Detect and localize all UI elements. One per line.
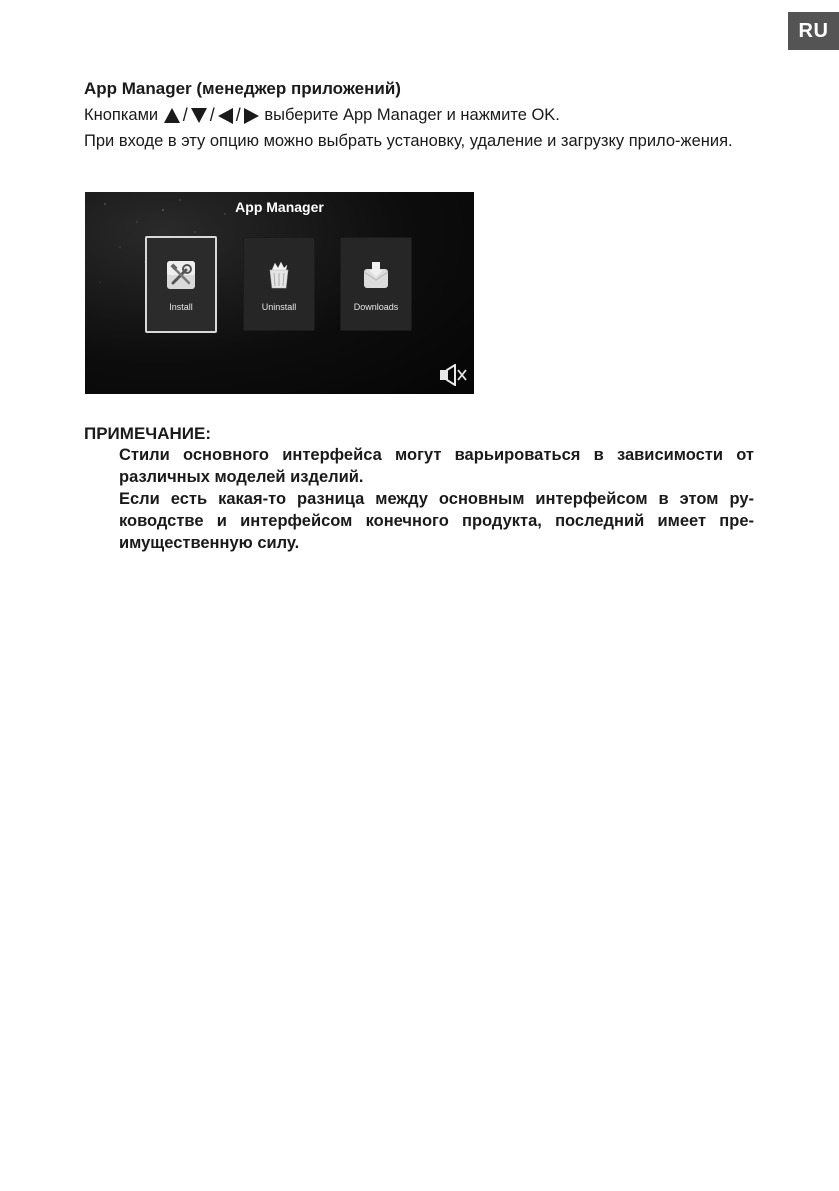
slash-separator: /: [209, 105, 215, 125]
install-app-tile[interactable]: [145, 236, 217, 333]
section-title: App Manager (менеджер приложений): [84, 79, 401, 98]
instruction-line: [84, 105, 560, 126]
app-manager-screenshot: [85, 192, 474, 394]
instruction-prefix: Кнопками: [84, 106, 159, 124]
left-arrow-icon: [218, 108, 233, 124]
trash-icon: [264, 260, 294, 290]
down-arrow-icon: [191, 108, 207, 123]
uninstall-app-tile[interactable]: [243, 237, 315, 331]
note-title: ПРИМЕЧАНИЕ:: [84, 424, 211, 443]
slash-separator: /: [235, 105, 241, 125]
right-arrow-icon: [244, 108, 259, 124]
download-box-icon: [361, 260, 391, 290]
downloads-app-tile[interactable]: [340, 237, 412, 331]
install-label: Install: [169, 302, 193, 312]
note-line: Если есть какая-то разница между основным интерфейсом в этом ру-ководстве и интерфейсом конечного продукта, последний имеет пре-имущественную силу.: [119, 490, 754, 552]
note-body: [119, 444, 754, 554]
description-paragraph: При входе в эту опцию можно выбрать установку, удаление и загрузку прило-жения.: [84, 132, 733, 150]
instruction-suffix: выберите App Manager и нажмите OK.: [264, 106, 560, 124]
mute-icon: [439, 364, 469, 386]
screen-title: App Manager: [235, 199, 324, 215]
slash-separator: /: [182, 105, 188, 125]
note-line: Стили основного интерфейса могут варьироваться в зависимости от различных моделей изделий.: [119, 446, 754, 486]
language-tab: RU: [788, 12, 839, 50]
tools-icon: [166, 260, 196, 290]
uninstall-label: Uninstall: [261, 302, 297, 312]
up-arrow-icon: [164, 108, 180, 123]
downloads-label: Downloads: [353, 302, 399, 312]
